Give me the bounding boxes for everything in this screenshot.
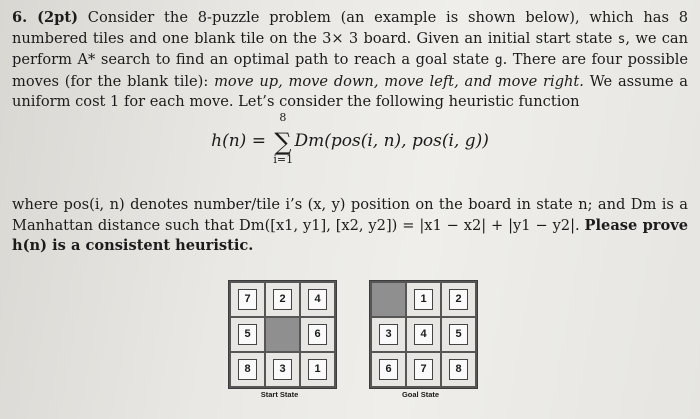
start-state-board (228, 280, 337, 389)
board-cell (442, 318, 475, 351)
tile: 7 (238, 289, 257, 310)
board-cell (407, 283, 440, 316)
tile: 8 (238, 359, 257, 380)
tile: 2 (449, 289, 468, 310)
board-cell (407, 318, 440, 351)
board-cell (442, 283, 475, 316)
board-cell (301, 283, 334, 316)
start-state-label: Start State (260, 390, 299, 399)
tile: 6 (308, 324, 327, 345)
start-symbol: s (617, 31, 626, 47)
tile: 1 (308, 359, 327, 380)
goal-symbol: g (494, 53, 503, 68)
tile: 8 (449, 359, 468, 380)
board-cell (231, 353, 264, 386)
moves-list: move up, move down, move left, and move right. (214, 72, 584, 90)
board-cell (231, 283, 264, 316)
tile: 1 (414, 289, 433, 310)
tile: 3 (379, 324, 398, 345)
blank-cell (266, 318, 299, 351)
goal-state-label: Goal State (401, 390, 440, 399)
board-cell (372, 318, 405, 351)
formula-rhs: Dm(pos(i, n), pos(i, g)) (294, 131, 489, 151)
heuristic-formula (0, 111, 700, 166)
prove-instruction: Please prove h(n) is a consistent heuristic. (12, 216, 688, 254)
sum-upper-bound: 8 (279, 111, 287, 124)
board-cell (301, 353, 334, 386)
tile: 2 (273, 289, 292, 310)
tile: 4 (308, 289, 327, 310)
problem-intro: Consider the 8-puzzle problem (an example is shown below), which has 8 numbered tiles and one blank tile on the 3× 3 board. Given an initial start state (12, 9, 689, 47)
blank-cell (372, 283, 405, 316)
problem-statement (12, 8, 688, 113)
tile: 3 (273, 359, 292, 380)
problem-number: 6. (12, 9, 28, 26)
summation-symbol: ∑ 8 i=1 (273, 111, 294, 166)
board-cell (231, 318, 264, 351)
moves-intro: . There are four possible moves (for the blank tile): (12, 51, 688, 90)
tile: 6 (379, 359, 398, 380)
board-cell (442, 353, 475, 386)
board-cell (266, 283, 299, 316)
tile: 5 (238, 324, 257, 345)
tile: 7 (414, 359, 433, 380)
board-cell (407, 353, 440, 386)
formula-lhs: h(n) = (211, 131, 272, 151)
sum-lower-bound: i=1 (273, 153, 294, 166)
tile: 4 (414, 324, 433, 345)
tile: 5 (449, 324, 468, 345)
board-cell (301, 318, 334, 351)
board-cell (372, 353, 405, 386)
problem-points: (2pt) (37, 9, 78, 26)
definition-paragraph (12, 195, 688, 257)
definition-text: where pos(i, n) denotes number/tile i’s (x, y) position on the board in state n; and Dm is a Manhattan distance such that Dm([x1, y1], [x2, y2]) = |x1 − x2| + |y1 − y2|. (12, 196, 688, 234)
cost-text: We assume a uniform cost 1 for each move. Let’s consider the following heuristic function (12, 72, 688, 110)
goal-state-board (369, 280, 478, 389)
goal-phrase: , we can perform A* search to find an optimal path to reach a goal state (12, 29, 688, 68)
board-cell (266, 353, 299, 386)
